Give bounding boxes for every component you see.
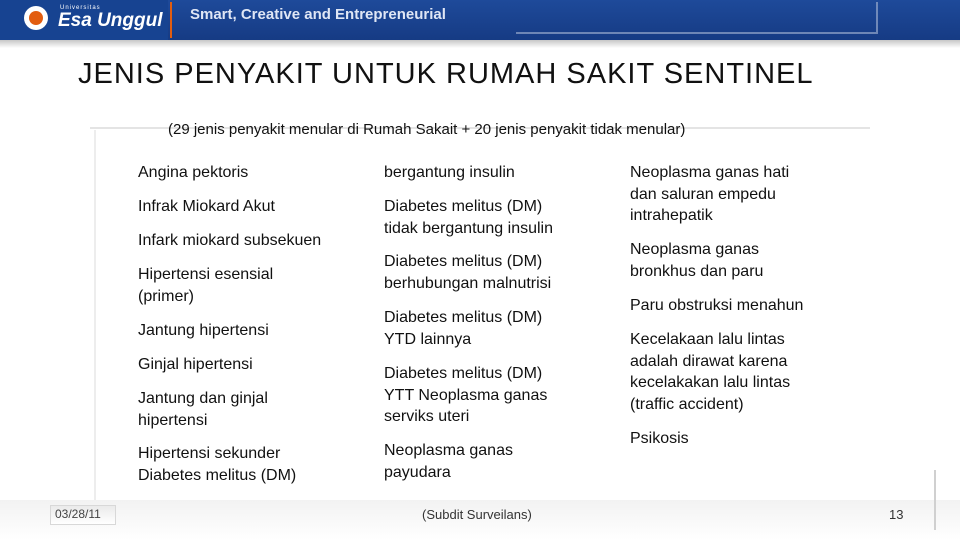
list-item: Diabetes melitus (DM) YTT Neoplasma ganas serviks uteri: [384, 365, 548, 425]
list-item: Diabetes melitus (DM) berhubungan malnutrisi: [384, 253, 552, 292]
list-item: Psikosis: [630, 430, 689, 447]
list-item: Ginjal hipertensi: [138, 356, 253, 373]
header-shadow: [0, 40, 960, 48]
list-item: Paru obstruksi menahun: [630, 297, 804, 314]
tagline: Smart, Creative and Entrepreneurial: [190, 6, 446, 23]
list-item: bergantung insulin: [384, 164, 515, 181]
list-item: Hipertensi sekunder Diabetes melitus (DM): [138, 445, 297, 484]
logo-emblem-icon: [24, 6, 48, 30]
list-item: Jantung hipertensi: [138, 322, 269, 339]
logo: [0, 0, 168, 40]
logo-name: Esa Unggul: [58, 10, 163, 31]
list-item: Angina pektoris: [138, 164, 249, 181]
banner-decoration: [516, 2, 878, 34]
list-item: Jantung dan ginjal hipertensi: [138, 390, 268, 429]
corner-decoration: [934, 470, 936, 530]
logo-small-text: Universitas: [60, 5, 101, 11]
list-item: Neoplasma ganas hati dan saluran empedu intrahepatik: [630, 164, 790, 224]
list-item: Neoplasma ganas payudara: [384, 442, 513, 481]
list-item: Diabetes melitus (DM) tidak bergantung insulin: [384, 198, 554, 237]
slide-subtitle: (29 jenis penyakit menular di Rumah Sakait + 20 jenis penyakit tidak menular): [168, 121, 686, 138]
list-item: Kecelakaan lalu lintas adalah dirawat karena kecelakakan lalu lintas (traffic accident): [630, 331, 791, 413]
list-item: Infrak Miokard Akut: [138, 198, 275, 215]
slide-title: JENIS PENYAKIT UNTUK RUMAH SAKIT SENTINEL: [78, 58, 814, 90]
header-divider: [170, 2, 172, 38]
page-number: 13: [889, 507, 904, 522]
list-item: Hipertensi esensial (primer): [138, 266, 274, 305]
footer-source: (Subdit Surveilans): [422, 507, 532, 522]
list-item: Infark miokard subsekuen: [138, 232, 322, 249]
footer-date: 03/28/11: [55, 507, 101, 521]
left-rule: [94, 130, 96, 500]
list-item: Diabetes melitus (DM) YTD lainnya: [384, 309, 543, 348]
list-item: Neoplasma ganas bronkhus dan paru: [630, 241, 764, 280]
